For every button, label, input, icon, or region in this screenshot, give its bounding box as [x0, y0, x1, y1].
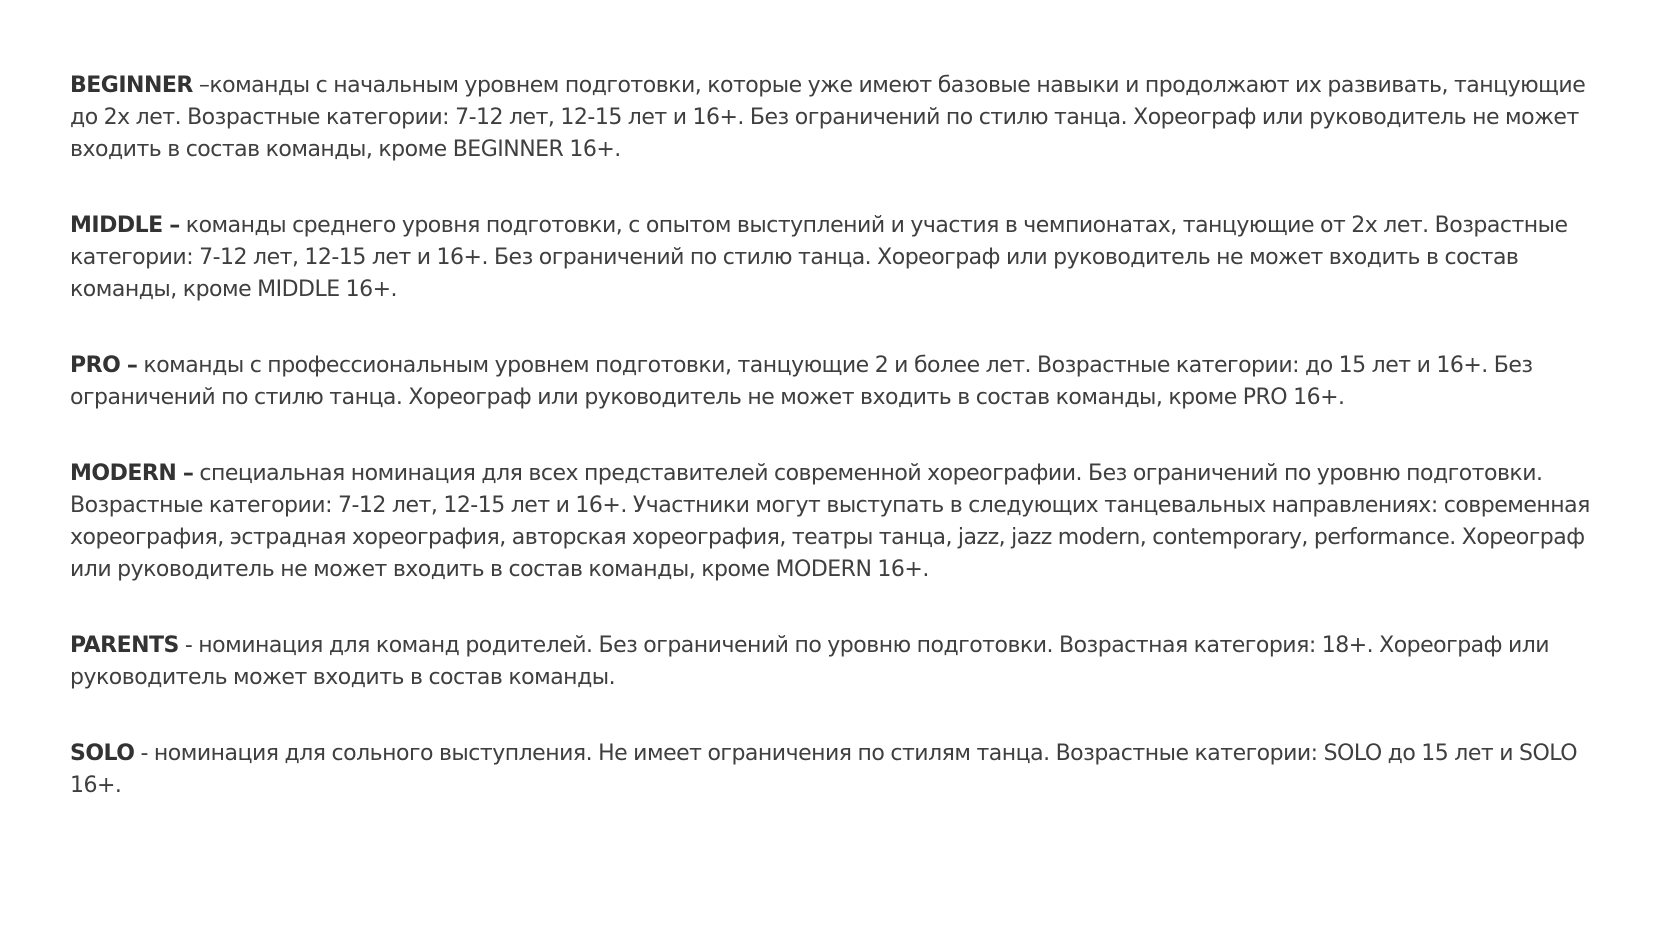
description-modern: специальная номинация для всех представителей современной хореографии. Без ограничений по уровню подготовки. Возрастные категории: 7-12 лет, 12-15 лет и 16+. Участники могут выступать в следующих танцевальных направлениях: современная хореография, эстрадная хореография, авторская хореография, театры танца, jazz, jazz modern, contemporary, performance. Хореограф или руководитель не может входить в состав команды, кроме MODERN 16+. [70, 461, 1590, 582]
term-pro: PRO – [70, 353, 138, 378]
term-modern: MODERN – [70, 461, 194, 486]
term-parents: PARENTS [70, 633, 179, 658]
category-middle [70, 210, 1610, 306]
description-solo: - номинация для сольного выступления. Не имеет ограничения по стилям танца. Возрастные категории: SOLO до 15 лет и SOLO 16+. [70, 741, 1578, 798]
category-parents [70, 630, 1610, 694]
category-modern [70, 458, 1610, 586]
term-middle: MIDDLE – [70, 213, 180, 238]
category-beginner [70, 70, 1610, 166]
category-pro [70, 350, 1610, 414]
term-solo: SOLO [70, 741, 135, 766]
description-beginner: –команды с начальным уровнем подготовки, которые уже имеют базовые навыки и продолжают их развивать, танцующие до 2х лет. Возрастные категории: 7-12 лет, 12-15 лет и 16+. Без ограничений по стилю танца. Хореограф или руководитель не может входить в состав команды, кроме BEGINNER 16+. [70, 73, 1586, 162]
description-middle: команды среднего уровня подготовки, с опытом выступлений и участия в чемпионатах, танцующие от 2х лет. Возрастные категории: 7-12 лет, 12-15 лет и 16+. Без ограничений по стилю танца. Хореограф или руководитель не может входить в состав команды, кроме MIDDLE 16+. [70, 213, 1568, 302]
description-parents: - номинация для команд родителей. Без ограничений по уровню подготовки. Возрастная категория: 18+. Хореограф или руководитель может входить в состав команды. [70, 633, 1550, 690]
description-pro: команды с профессиональным уровнем подготовки, танцующие 2 и более лет. Возрастные категории: до 15 лет и 16+. Без ограничений по стилю танца. Хореограф или руководитель не может входить в состав команды, кроме PRO 16+. [70, 353, 1533, 410]
category-solo [70, 738, 1610, 802]
term-beginner: BEGINNER [70, 73, 193, 98]
